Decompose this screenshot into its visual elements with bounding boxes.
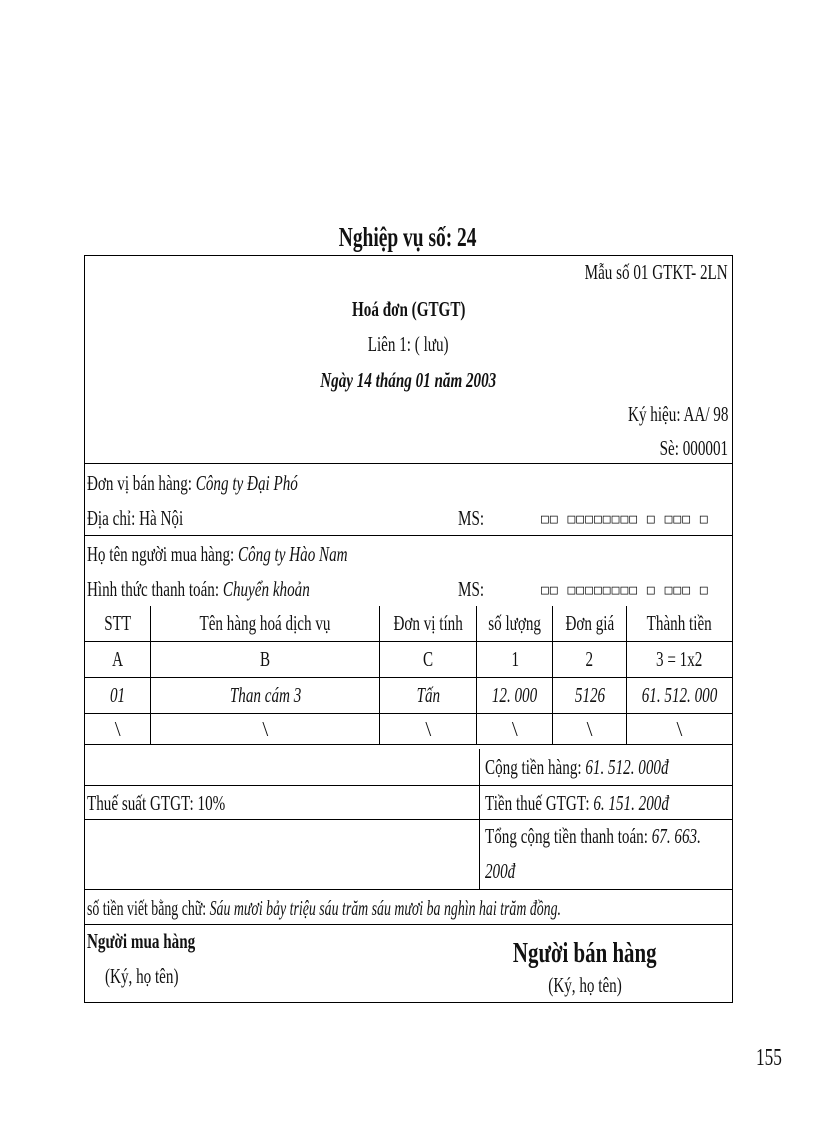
table-code-row bbox=[85, 642, 732, 678]
divider bbox=[85, 819, 732, 820]
buyer-name: Họ tên người mua hàng: Công ty Hào Nam bbox=[87, 542, 348, 566]
form-number: Mẫu số 01 GTKT- 2LN bbox=[584, 260, 728, 284]
code-cell: A bbox=[85, 642, 151, 678]
seller-signature-note: (Ký, họ tên) bbox=[548, 973, 622, 997]
invoice-copy: Liên 1: ( lưu) bbox=[368, 332, 449, 356]
divider bbox=[85, 889, 732, 890]
code-cell: C bbox=[380, 642, 477, 678]
seller-unit: Đơn vị bán hàng: Công ty Đại Phó bbox=[87, 471, 298, 495]
table-header-row bbox=[85, 606, 732, 642]
grand-total-continued: 200đ bbox=[485, 859, 516, 883]
header-cell: Tên hàng hoá dịch vụ bbox=[151, 606, 380, 642]
table-cell: 01 bbox=[85, 678, 151, 714]
table-cell: \ bbox=[151, 714, 380, 745]
header-cell: số lượng bbox=[477, 606, 553, 642]
table-row-empty bbox=[85, 714, 732, 745]
buyer-ms-value: □□ □□□□□□□□ □ □□□ □ bbox=[541, 583, 709, 598]
code-cell: 1 bbox=[477, 642, 553, 678]
header-cell: Đơn giá bbox=[553, 606, 627, 642]
divider bbox=[85, 463, 732, 464]
code-cell: 2 bbox=[553, 642, 627, 678]
header-cell: STT bbox=[85, 606, 151, 642]
vat-rate: Thuế suất GTGT: 10% bbox=[87, 791, 226, 815]
header-cell: Thành tiền bbox=[626, 606, 732, 642]
page-number: 155 bbox=[756, 1045, 782, 1071]
seller-ms-label: MS: bbox=[458, 506, 485, 530]
table-cell: 12. 000 bbox=[477, 678, 553, 714]
table-cell: \ bbox=[477, 714, 553, 745]
amount-in-words: số tiền viết bằng chữ: Sáu mươi bảy triệu sáu trăm sáu mươi ba nghìn hai trăm đồng. bbox=[87, 896, 562, 920]
table-cell: \ bbox=[85, 714, 151, 745]
buyer-ms-label: MS: bbox=[458, 577, 485, 601]
invoice-box bbox=[84, 255, 733, 1003]
code-cell: B bbox=[151, 642, 380, 678]
buyer-payment: Hình thức thanh toán: Chuyển khoản bbox=[87, 577, 310, 601]
table-cell: \ bbox=[626, 714, 732, 745]
seller-ms-value: □□ □□□□□□□□ □ □□□ □ bbox=[541, 512, 709, 527]
items-table bbox=[85, 606, 732, 745]
table-cell: 5126 bbox=[553, 678, 627, 714]
table-cell: \ bbox=[380, 714, 477, 745]
goods-total: Cộng tiền hàng: 61. 512. 000đ bbox=[485, 755, 669, 779]
seller-signature-title: Người bán hàng bbox=[513, 937, 657, 969]
table-cell: \ bbox=[553, 714, 627, 745]
invoice-date: Ngày 14 tháng 01 năm 2003 bbox=[320, 368, 497, 392]
table-cell: Tấn bbox=[380, 678, 477, 714]
table-row bbox=[85, 678, 732, 714]
invoice-number: Sè: 000001 bbox=[659, 436, 728, 460]
grand-total: Tổng cộng tiền thanh toán: 67. 663. bbox=[485, 824, 701, 848]
header-cell: Đơn vị tính bbox=[380, 606, 477, 642]
page-heading: Nghiệp vụ số: 24 bbox=[339, 222, 477, 252]
divider bbox=[85, 785, 732, 786]
vat-amount: Tiền thuế GTGT: 6. 151. 200đ bbox=[485, 791, 669, 815]
invoice-symbol: Ký hiệu: AA/ 98 bbox=[627, 402, 728, 426]
buyer-signature-title: Người mua hàng bbox=[87, 929, 196, 953]
table-cell: Than cám 3 bbox=[151, 678, 380, 714]
code-cell: 3 = 1x2 bbox=[626, 642, 732, 678]
buyer-signature-note: (Ký, họ tên) bbox=[105, 964, 179, 988]
invoice-title: Hoá đơn (GTGT) bbox=[351, 297, 466, 321]
seller-address: Địa chỉ: Hà Nội bbox=[87, 506, 184, 530]
divider bbox=[85, 535, 732, 536]
divider bbox=[85, 924, 732, 925]
table-cell: 61. 512. 000 bbox=[626, 678, 732, 714]
